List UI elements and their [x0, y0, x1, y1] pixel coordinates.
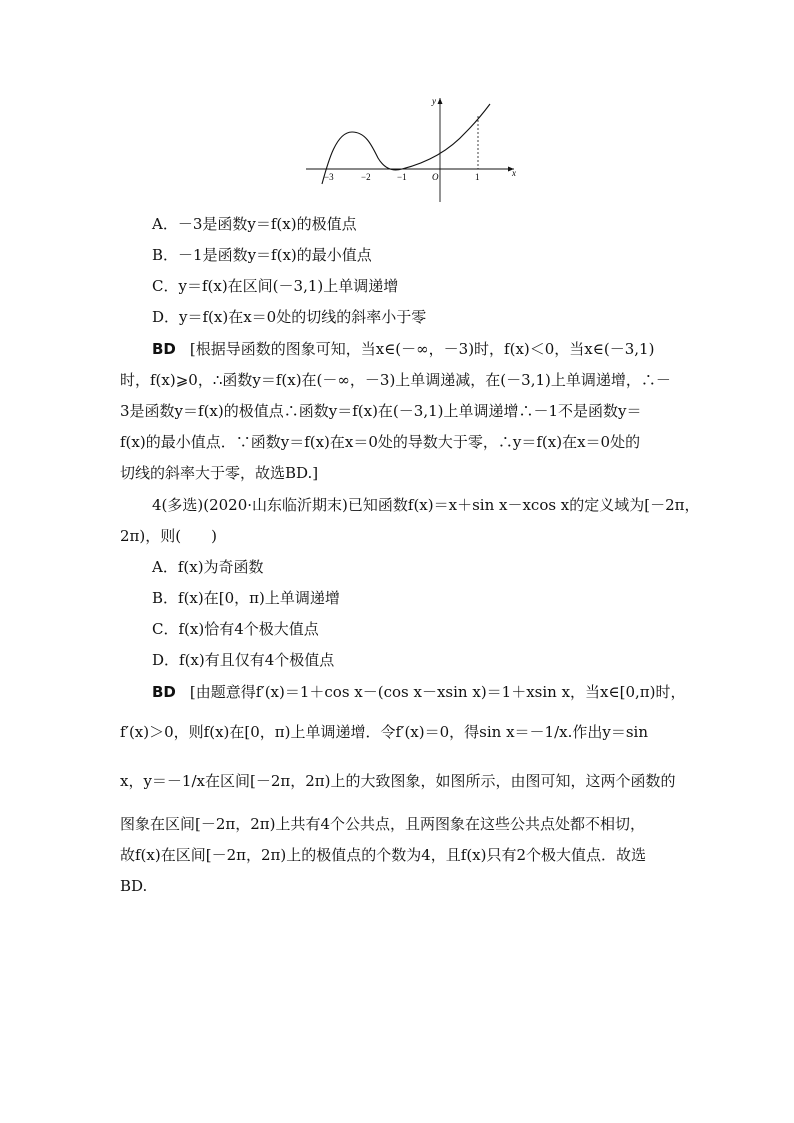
derivative-graph — [300, 92, 522, 204]
tick-1: 1 — [475, 172, 480, 182]
q4-option-a: A．f(x)为奇函数 — [152, 558, 264, 576]
q4-solution-line-6: BD. — [120, 877, 148, 895]
q4-solution-line-1 — [152, 682, 794, 702]
q4-option-c: C．f(x)恰有4个极大值点 — [152, 620, 319, 638]
q4-stem-line-2: 2π)，则( ) — [120, 527, 217, 545]
q4-answer: BD — [152, 683, 176, 701]
x-axis-label: x — [512, 168, 516, 178]
q3-solution-text-1: [根据导函数的图象可知，当x∈(－∞，－3)时，f(x)＜0，当x∈(－3,1) — [189, 340, 655, 358]
q3-answer: BD — [152, 340, 176, 358]
q4-stem-line-1: 4(多选)(2020·山东临沂期末)已知函数f(x)＝x＋sin x－xcos x的定义域为[－2π， — [152, 496, 700, 514]
tick-origin: O — [432, 172, 439, 182]
q4-solution-line-2: f′(x)＞0，则f(x)在[0，π)上单调递增．令f′(x)＝0，得sin x＝－1/x.作出y＝sin — [120, 723, 648, 741]
q3-solution-line-4: f(x)的最小值点．∵函数y＝f(x)在x＝0处的导数大于零，∴y＝f(x)在x＝0处的 — [120, 433, 641, 451]
q4-solution-line-5: 故f(x)在区间[－2π，2π)上的极值点的个数为4，且f(x)只有2个极大值点．故选 — [120, 846, 647, 864]
q3-solution-line-2: 时，f(x)⩾0，∴函数y＝f(x)在(－∞，－3)上单调递减，在(－3,1)上单调递增，∴－ — [120, 371, 671, 389]
tick-neg2: −2 — [361, 172, 371, 182]
q3-option-d: D．y＝f(x)在x＝0处的切线的斜率小于零 — [152, 308, 427, 326]
q3-option-a: A．－3是函数y＝f(x)的极值点 — [152, 215, 357, 233]
q4-solution-text-1: [由题意得f′(x)＝1＋cos x－(cos x－xsin x)＝1＋xsin x，当x∈[0,π)时， — [189, 683, 686, 701]
q3-solution-line-1 — [152, 339, 794, 359]
q3-option-b: B．－1是函数y＝f(x)的最小值点 — [152, 246, 372, 264]
q4-solution-line-3: x，y＝－1/x在区间[－2π，2π)上的大致图象，如图所示，由图可知，这两个函数的 — [120, 772, 676, 790]
y-axis-arrow — [438, 98, 443, 104]
q4-option-b: B．f(x)在[0，π)上单调递增 — [152, 589, 340, 607]
q3-option-c: C．y＝f(x)在区间(－3,1)上单调递增 — [152, 277, 399, 295]
y-axis-label: y — [432, 96, 436, 106]
q3-solution-line-3: 3是函数y＝f(x)的极值点∴函数y＝f(x)在(－3,1)上单调递增∴－1不是函数y＝ — [120, 402, 642, 420]
q3-solution-line-5: 切线的斜率大于零，故选BD.] — [120, 464, 319, 482]
tick-neg3: −3 — [324, 172, 334, 182]
tick-neg1: −1 — [397, 172, 407, 182]
q4-option-d: D．f(x)有且仅有4个极值点 — [152, 651, 335, 669]
q4-solution-line-4: 图象在区间[－2π，2π)上共有4个公共点，且两图象在这些公共点处都不相切， — [120, 815, 646, 833]
